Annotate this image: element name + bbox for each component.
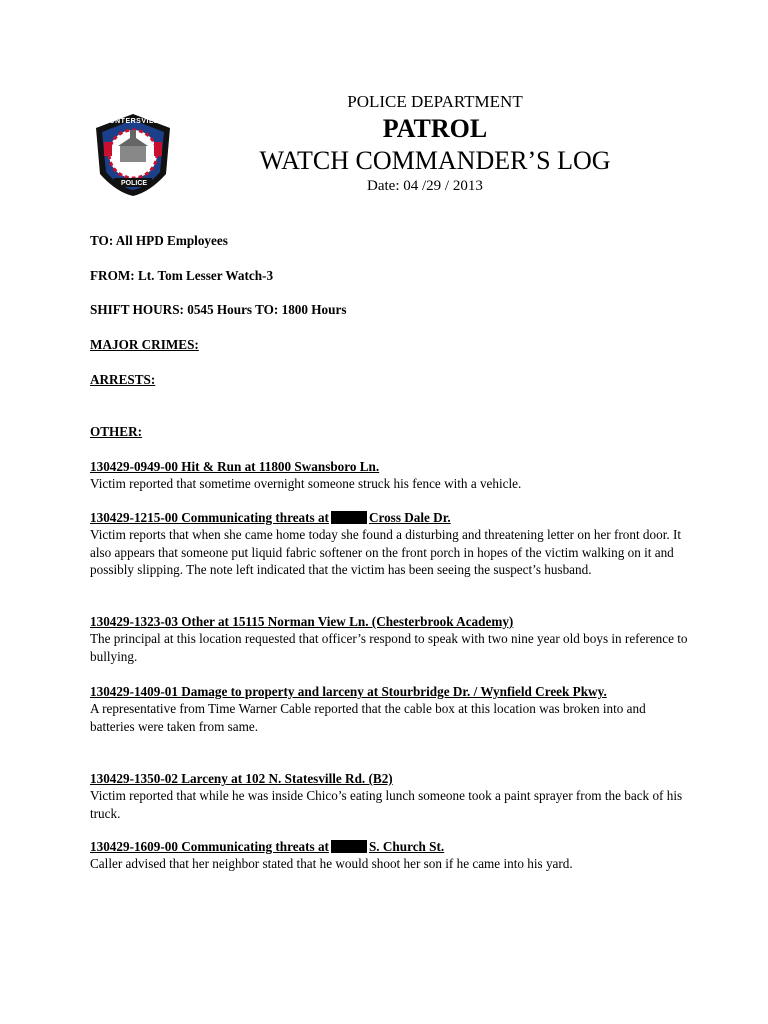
incident-entry [90, 838, 690, 873]
incident-text: Victim reported that sometime overnight someone struck his fence with a vehicle. [90, 476, 522, 492]
incident-title [90, 509, 690, 526]
shift-hours-line: SHIFT HOURS: 0545 Hours TO: 1800 Hours [90, 302, 347, 317]
incident-title: 130429-1409-01 Damage to property and larceny at Stourbridge Dr. / Wynfield Creek Pkwy. [90, 684, 607, 699]
badge-top-text: HUNTERSVILLE [104, 118, 164, 125]
incident-title: 130429-0949-00 Hit & Run at 11800 Swansboro Ln. [90, 459, 380, 474]
department-heading: POLICE DEPARTMENT [347, 92, 523, 111]
incident-entry [90, 683, 690, 735]
incident-text: The principal at this location requested that officer’s respond to speak with two nine year old boys in reference to bullying. [90, 631, 688, 664]
incident-title-prefix: 130429-1215-00 Communicating threats at [90, 510, 329, 525]
arrests-heading: ARRESTS: [90, 372, 156, 387]
redaction-block [331, 511, 367, 524]
incident-title [90, 838, 690, 855]
log-title: WATCH COMMANDER’S LOG [259, 146, 611, 175]
redaction-block [331, 840, 367, 853]
incident-text: Victim reports that when she came home today she found a disturbing and threatening letter on her front door. It also appears that someone put liquid fabric softener on the front porch in hopes of the victim walking on it and possibly slipping. The note left indicated that the victim has been seeing the suspect’s husband. [90, 527, 682, 578]
incident-title-suffix: Cross Dale Dr. [368, 510, 451, 525]
log-date: Date: 04 /29 / 2013 [367, 178, 483, 194]
incident-title-suffix: S. Church St. [368, 839, 445, 854]
incident-entry [90, 509, 690, 579]
incident-text: Caller advised that her neighbor stated that he would shoot her son if he came into his yard. [90, 856, 573, 872]
incident-title: 130429-1350-02 Larceny at 102 N. Statesville Rd. (B2) [90, 771, 393, 786]
incident-entry [90, 458, 690, 493]
major-crimes-heading: MAJOR CRIMES: [90, 337, 199, 352]
badge-bottom-text: POLICE [121, 180, 148, 187]
division-heading: PATROL [382, 114, 488, 143]
incident-title-prefix: 130429-1609-00 Communicating threats at [90, 839, 329, 854]
incident-text: Victim reported that while he was inside Chico’s eating lunch someone took a paint sprayer from the back of his truck. [90, 788, 683, 821]
incident-text: A representative from Time Warner Cable reported that the cable box at this location was broken into and batteries were taken from same. [90, 701, 646, 734]
other-heading: OTHER: [90, 424, 143, 439]
to-line: TO: All HPD Employees [90, 233, 228, 248]
incident-title: 130429-1323-03 Other at 15115 Norman View Ln. (Chesterbrook Academy) [90, 614, 514, 629]
incident-entry [90, 770, 690, 822]
from-line: FROM: Lt. Tom Lesser Watch-3 [90, 268, 274, 283]
incident-entry [90, 613, 690, 665]
